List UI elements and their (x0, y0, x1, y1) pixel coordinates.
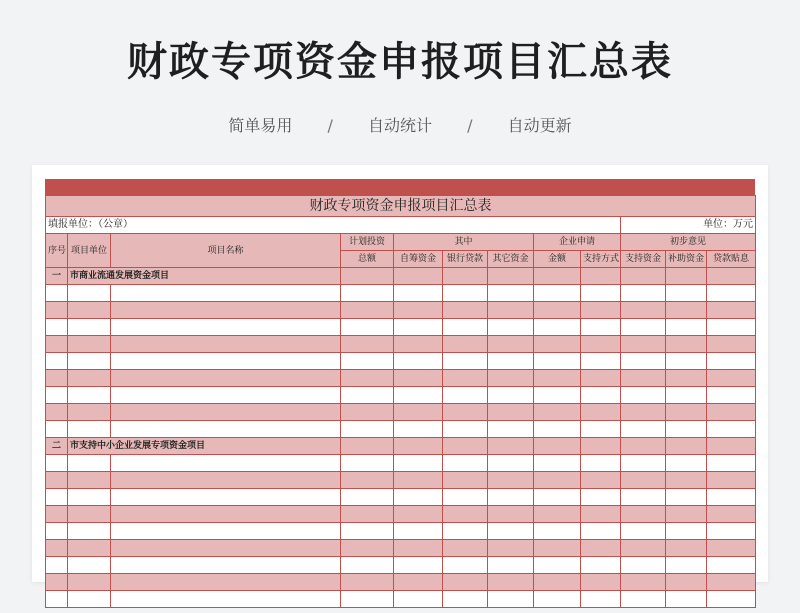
table-cell[interactable] (46, 574, 68, 591)
table-cell[interactable] (707, 302, 756, 319)
table-cell[interactable] (581, 387, 621, 404)
separator: / (327, 116, 333, 135)
table-cell[interactable] (46, 285, 68, 302)
summary-table (45, 195, 756, 608)
section-row (46, 268, 756, 285)
table-cell[interactable] (666, 370, 707, 387)
table-cell[interactable] (488, 438, 534, 455)
table-row (46, 319, 756, 336)
table-row (46, 404, 756, 421)
table-cell[interactable] (488, 489, 534, 506)
table-cell[interactable] (341, 387, 394, 404)
table-cell[interactable] (707, 591, 756, 608)
table-cell[interactable] (46, 540, 68, 557)
table-cell[interactable] (394, 370, 443, 387)
feature-auto-stats: 自动统计 (367, 116, 432, 135)
table-cell[interactable] (443, 353, 488, 370)
table-cell[interactable] (534, 557, 581, 574)
table-cell[interactable] (46, 302, 68, 319)
table-cell[interactable] (488, 404, 534, 421)
table-cell[interactable] (707, 472, 756, 489)
table-cell[interactable] (621, 421, 666, 438)
table-cell[interactable] (621, 285, 666, 302)
table-row (46, 285, 756, 302)
table-cell[interactable] (581, 540, 621, 557)
table-cell[interactable] (394, 438, 443, 455)
table-cell[interactable] (341, 506, 394, 523)
table-row (46, 591, 756, 608)
section-index: 一 (46, 268, 68, 285)
table-cell[interactable] (111, 472, 341, 489)
table-cell[interactable] (341, 455, 394, 472)
table-cell[interactable] (707, 285, 756, 302)
table-cell[interactable] (488, 370, 534, 387)
table-cell[interactable] (46, 387, 68, 404)
header-self-funds: 自筹资金 (394, 251, 443, 268)
table-cell[interactable] (46, 591, 68, 608)
table-cell[interactable] (111, 404, 341, 421)
table-cell[interactable] (68, 455, 111, 472)
header-among: 其中 (394, 234, 534, 251)
table-cell[interactable] (394, 506, 443, 523)
table-row (46, 302, 756, 319)
table-cell[interactable] (666, 506, 707, 523)
table-cell[interactable] (666, 387, 707, 404)
table-cell[interactable] (581, 285, 621, 302)
table-row (46, 540, 756, 557)
table-cell[interactable] (46, 336, 68, 353)
sheet-title: 财政专项资金申报项目汇总表 (46, 196, 756, 217)
table-cell[interactable] (488, 472, 534, 489)
table-cell[interactable] (341, 574, 394, 591)
table-cell[interactable] (443, 472, 488, 489)
table-cell[interactable] (707, 506, 756, 523)
header-bank-loan: 银行贷款 (443, 251, 488, 268)
table-cell[interactable] (111, 336, 341, 353)
table-cell[interactable] (394, 523, 443, 540)
separator: / (467, 116, 473, 135)
table-cell[interactable] (68, 370, 111, 387)
currency-unit-label: 单位：万元 (621, 217, 756, 234)
table-cell[interactable] (68, 319, 111, 336)
table-cell[interactable] (581, 472, 621, 489)
table-cell[interactable] (443, 319, 488, 336)
section-name: 市支持中小企业发展专项资金项目 (68, 438, 341, 455)
table-row (46, 574, 756, 591)
table-cell[interactable] (68, 523, 111, 540)
table-cell[interactable] (534, 455, 581, 472)
table-cell[interactable] (621, 438, 666, 455)
header-amount: 金额 (534, 251, 581, 268)
header-subsidy-funds: 补助资金 (666, 251, 707, 268)
table-cell[interactable] (666, 523, 707, 540)
table-cell[interactable] (621, 540, 666, 557)
section-row (46, 438, 756, 455)
table-cell[interactable] (341, 438, 394, 455)
table-cell[interactable] (443, 506, 488, 523)
table-row (46, 489, 756, 506)
table-cell[interactable] (707, 557, 756, 574)
table-cell[interactable] (394, 268, 443, 285)
table-row (46, 523, 756, 540)
table-cell[interactable] (111, 387, 341, 404)
table-cell[interactable] (111, 421, 341, 438)
table-cell[interactable] (581, 489, 621, 506)
table-cell[interactable] (666, 302, 707, 319)
table-cell[interactable] (68, 574, 111, 591)
table-cell[interactable] (443, 540, 488, 557)
table-cell[interactable] (341, 319, 394, 336)
section-name: 市商业流通发展资金项目 (68, 268, 341, 285)
table-cell[interactable] (443, 370, 488, 387)
table-cell[interactable] (488, 319, 534, 336)
table-cell[interactable] (534, 387, 581, 404)
table-cell[interactable] (621, 336, 666, 353)
table-cell[interactable] (534, 353, 581, 370)
table-cell[interactable] (111, 557, 341, 574)
table-cell[interactable] (68, 557, 111, 574)
table-cell[interactable] (707, 523, 756, 540)
table-cell[interactable] (488, 387, 534, 404)
table-row (46, 336, 756, 353)
table-cell[interactable] (68, 421, 111, 438)
table-cell[interactable] (488, 302, 534, 319)
table-cell[interactable] (707, 489, 756, 506)
table-cell[interactable] (621, 268, 666, 285)
table-cell[interactable] (68, 540, 111, 557)
table-cell[interactable] (443, 523, 488, 540)
table-cell[interactable] (68, 387, 111, 404)
table-cell[interactable] (581, 455, 621, 472)
table-cell[interactable] (68, 506, 111, 523)
table-cell[interactable] (394, 557, 443, 574)
table-cell[interactable] (581, 268, 621, 285)
table-cell[interactable] (621, 455, 666, 472)
table-cell[interactable] (621, 489, 666, 506)
table-cell[interactable] (621, 353, 666, 370)
table-cell[interactable] (621, 523, 666, 540)
table-cell[interactable] (111, 506, 341, 523)
table-cell[interactable] (46, 455, 68, 472)
table-cell[interactable] (666, 353, 707, 370)
table-cell[interactable] (534, 591, 581, 608)
table-cell[interactable] (68, 302, 111, 319)
table-cell[interactable] (621, 472, 666, 489)
table-cell[interactable] (666, 268, 707, 285)
table-cell[interactable] (666, 319, 707, 336)
table-cell[interactable] (534, 302, 581, 319)
table-cell[interactable] (488, 353, 534, 370)
table-cell[interactable] (488, 285, 534, 302)
table-cell[interactable] (666, 489, 707, 506)
table-cell[interactable] (666, 591, 707, 608)
table-cell[interactable] (443, 557, 488, 574)
section-index: 二 (46, 438, 68, 455)
table-cell[interactable] (341, 404, 394, 421)
table-cell[interactable] (666, 438, 707, 455)
table-cell[interactable] (341, 523, 394, 540)
table-cell[interactable] (488, 506, 534, 523)
table-cell[interactable] (394, 387, 443, 404)
table-cell[interactable] (488, 421, 534, 438)
table-cell[interactable] (443, 302, 488, 319)
table-cell[interactable] (68, 285, 111, 302)
table-cell[interactable] (581, 353, 621, 370)
header-support-method: 支持方式 (581, 251, 621, 268)
table-cell[interactable] (621, 574, 666, 591)
table-cell[interactable] (707, 319, 756, 336)
table-cell[interactable] (707, 455, 756, 472)
table-cell[interactable] (111, 353, 341, 370)
table-cell[interactable] (111, 455, 341, 472)
table-cell[interactable] (341, 489, 394, 506)
header-preliminary: 初步意见 (621, 234, 756, 251)
table-cell[interactable] (581, 336, 621, 353)
table-cell[interactable] (46, 404, 68, 421)
table-cell[interactable] (443, 387, 488, 404)
table-cell[interactable] (111, 319, 341, 336)
table-cell[interactable] (394, 302, 443, 319)
table-cell[interactable] (707, 353, 756, 370)
table-cell[interactable] (534, 370, 581, 387)
table-cell[interactable] (581, 438, 621, 455)
table-cell[interactable] (534, 268, 581, 285)
table-cell[interactable] (666, 421, 707, 438)
table-cell[interactable] (111, 489, 341, 506)
table-cell[interactable] (707, 438, 756, 455)
table-cell[interactable] (488, 336, 534, 353)
table-cell[interactable] (46, 557, 68, 574)
page-title: 财政专项资金申报项目汇总表 (127, 39, 673, 85)
table-row (46, 506, 756, 523)
table-cell[interactable] (534, 506, 581, 523)
table-cell[interactable] (621, 370, 666, 387)
table-cell[interactable] (534, 489, 581, 506)
table-cell[interactable] (443, 489, 488, 506)
table-cell[interactable] (581, 404, 621, 421)
table-cell[interactable] (68, 353, 111, 370)
header-other-funds: 其它资金 (488, 251, 534, 268)
table-cell[interactable] (443, 455, 488, 472)
table-cell[interactable] (581, 574, 621, 591)
table-cell[interactable] (111, 285, 341, 302)
feature-easy: 简单易用 (228, 116, 293, 135)
table-cell[interactable] (534, 285, 581, 302)
table-cell[interactable] (666, 336, 707, 353)
table-cell[interactable] (341, 421, 394, 438)
table-cell[interactable] (666, 557, 707, 574)
table-row (46, 421, 756, 438)
table-cell[interactable] (707, 574, 756, 591)
table-cell[interactable] (621, 506, 666, 523)
table-cell[interactable] (443, 285, 488, 302)
table-cell[interactable] (666, 472, 707, 489)
table-cell[interactable] (111, 591, 341, 608)
table-cell[interactable] (488, 523, 534, 540)
table-cell[interactable] (707, 268, 756, 285)
table-cell[interactable] (581, 302, 621, 319)
table-cell[interactable] (666, 285, 707, 302)
table-cell[interactable] (666, 574, 707, 591)
table-cell[interactable] (394, 285, 443, 302)
table-cell[interactable] (581, 421, 621, 438)
table-cell[interactable] (488, 591, 534, 608)
table-cell[interactable] (46, 353, 68, 370)
table-cell[interactable] (581, 523, 621, 540)
header-seq: 序号 (46, 234, 68, 268)
table-cell[interactable] (46, 523, 68, 540)
table-cell[interactable] (621, 591, 666, 608)
table-cell[interactable] (666, 404, 707, 421)
table-cell[interactable] (394, 421, 443, 438)
table-cell[interactable] (394, 404, 443, 421)
table-cell[interactable] (443, 438, 488, 455)
table-cell[interactable] (46, 489, 68, 506)
table-cell[interactable] (46, 506, 68, 523)
table-cell[interactable] (666, 540, 707, 557)
table-cell[interactable] (68, 404, 111, 421)
table-row (46, 472, 756, 489)
header-total: 总额 (341, 251, 394, 268)
table-cell[interactable] (111, 523, 341, 540)
feature-tagline (0, 113, 800, 136)
table-cell[interactable] (581, 591, 621, 608)
table-cell[interactable] (111, 540, 341, 557)
table-cell[interactable] (68, 336, 111, 353)
table-row (46, 387, 756, 404)
table-cell[interactable] (534, 319, 581, 336)
table-cell[interactable] (394, 336, 443, 353)
table-cell[interactable] (534, 404, 581, 421)
table-cell[interactable] (488, 455, 534, 472)
table-cell[interactable] (581, 319, 621, 336)
table-row (46, 455, 756, 472)
table-cell[interactable] (443, 421, 488, 438)
table-cell[interactable] (534, 421, 581, 438)
table-cell[interactable] (534, 438, 581, 455)
table-cell[interactable] (394, 574, 443, 591)
table-cell[interactable] (341, 268, 394, 285)
table-cell[interactable] (341, 472, 394, 489)
table-cell[interactable] (581, 557, 621, 574)
table-row (46, 557, 756, 574)
table-cell[interactable] (534, 472, 581, 489)
header-project-unit: 项目单位 (68, 234, 111, 268)
table-cell[interactable] (68, 489, 111, 506)
table-cell[interactable] (341, 336, 394, 353)
header-enterprise-apply: 企业申请 (534, 234, 621, 251)
table-row (46, 353, 756, 370)
table-cell[interactable] (488, 540, 534, 557)
table-cell[interactable] (46, 370, 68, 387)
header-loan-interest: 贷款贴息 (707, 251, 756, 268)
table-cell[interactable] (46, 421, 68, 438)
table-cell[interactable] (443, 268, 488, 285)
table-row (46, 370, 756, 387)
table-cell[interactable] (394, 591, 443, 608)
table-cell[interactable] (341, 302, 394, 319)
table-cell[interactable] (443, 336, 488, 353)
table-cell[interactable] (68, 591, 111, 608)
table-cell[interactable] (666, 455, 707, 472)
table-cell[interactable] (581, 370, 621, 387)
sheet-header-bar (45, 179, 755, 195)
table-cell[interactable] (621, 404, 666, 421)
table-cell[interactable] (707, 387, 756, 404)
table-cell[interactable] (111, 574, 341, 591)
table-cell[interactable] (394, 540, 443, 557)
table-cell[interactable] (621, 302, 666, 319)
table-cell[interactable] (707, 421, 756, 438)
table-cell[interactable] (341, 353, 394, 370)
table-cell[interactable] (534, 523, 581, 540)
table-cell[interactable] (621, 387, 666, 404)
table-cell[interactable] (443, 591, 488, 608)
table-cell[interactable] (341, 540, 394, 557)
table-cell[interactable] (621, 557, 666, 574)
table-cell[interactable] (341, 557, 394, 574)
table-cell[interactable] (534, 540, 581, 557)
table-cell[interactable] (707, 540, 756, 557)
table-cell[interactable] (621, 319, 666, 336)
header-support-funds: 支持资金 (621, 251, 666, 268)
table-cell[interactable] (488, 574, 534, 591)
header-plan-invest: 计划投资 (341, 234, 394, 251)
table-cell[interactable] (707, 370, 756, 387)
table-cell[interactable] (341, 370, 394, 387)
table-cell[interactable] (46, 319, 68, 336)
table-cell[interactable] (707, 404, 756, 421)
table-cell[interactable] (68, 472, 111, 489)
table-cell[interactable] (394, 455, 443, 472)
table-cell[interactable] (707, 336, 756, 353)
table-cell[interactable] (534, 336, 581, 353)
table-cell[interactable] (443, 574, 488, 591)
table-cell[interactable] (394, 353, 443, 370)
table-cell[interactable] (111, 370, 341, 387)
table-cell[interactable] (111, 302, 341, 319)
table-cell[interactable] (394, 489, 443, 506)
filler-unit-label: 填报单位：（公章） (46, 217, 621, 234)
table-cell[interactable] (394, 472, 443, 489)
header-project-name: 项目名称 (111, 234, 341, 268)
spreadsheet-card (32, 165, 768, 582)
feature-auto-update: 自动更新 (507, 116, 572, 135)
table-cell[interactable] (443, 404, 488, 421)
table-cell[interactable] (341, 591, 394, 608)
table-cell[interactable] (46, 472, 68, 489)
table-cell[interactable] (534, 574, 581, 591)
table-cell[interactable] (488, 268, 534, 285)
table-cell[interactable] (581, 506, 621, 523)
table-cell[interactable] (341, 285, 394, 302)
table-cell[interactable] (394, 319, 443, 336)
table-cell[interactable] (488, 557, 534, 574)
